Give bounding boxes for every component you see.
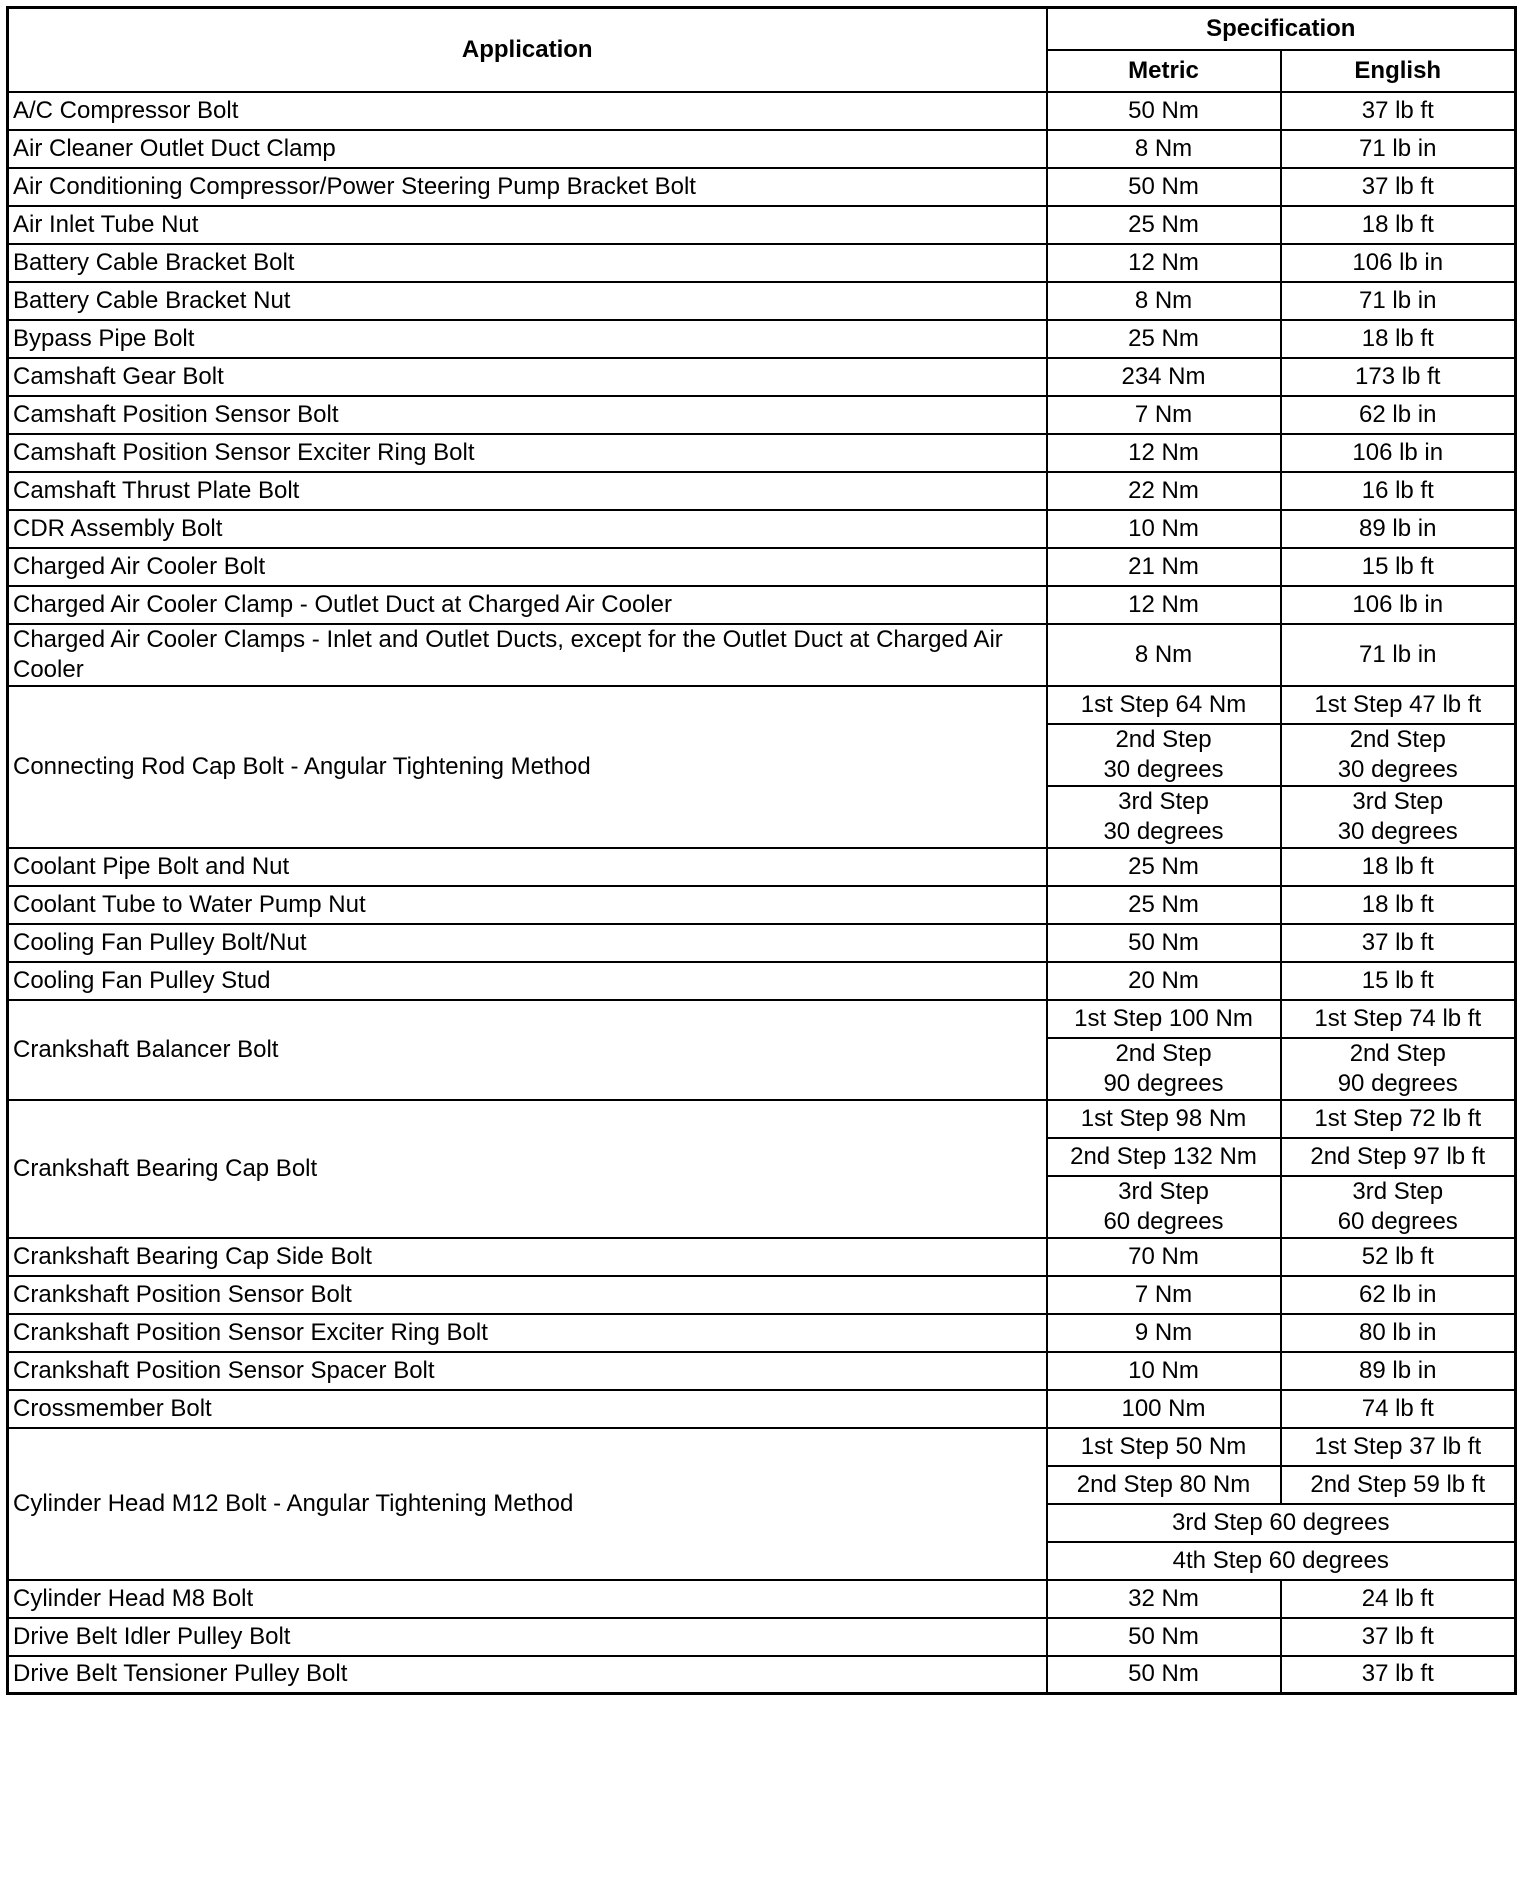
table-row — [8, 624, 1516, 686]
english-cell: 71 lb in — [1281, 130, 1516, 168]
table-row — [8, 548, 1516, 586]
metric-cell: 25 Nm — [1047, 320, 1281, 358]
table-row — [8, 206, 1516, 244]
english-cell: 16 lb ft — [1281, 472, 1516, 510]
table-row — [8, 886, 1516, 924]
metric-cell: 12 Nm — [1047, 434, 1281, 472]
english-cell: 15 lb ft — [1281, 962, 1516, 1000]
metric-cell: 50 Nm — [1047, 924, 1281, 962]
english-cell: 2nd Step 90 degrees — [1281, 1038, 1516, 1100]
english-cell: 24 lb ft — [1281, 1580, 1516, 1618]
table-row — [8, 1618, 1516, 1656]
english-cell: 173 lb ft — [1281, 358, 1516, 396]
english-cell: 80 lb in — [1281, 1314, 1516, 1352]
metric-cell: 1st Step 100 Nm — [1047, 1000, 1281, 1038]
metric-cell: 8 Nm — [1047, 282, 1281, 320]
english-cell: 106 lb in — [1281, 434, 1516, 472]
table-row — [8, 1580, 1516, 1618]
application-cell: Cylinder Head M12 Bolt - Angular Tightening Method — [8, 1428, 1047, 1580]
metric-cell: 22 Nm — [1047, 472, 1281, 510]
application-cell: CDR Assembly Bolt — [8, 510, 1047, 548]
application-cell: Camshaft Position Sensor Bolt — [8, 396, 1047, 434]
specification-header: Specification — [1047, 8, 1516, 50]
application-cell: Crankshaft Position Sensor Exciter Ring Bolt — [8, 1314, 1047, 1352]
application-header: Application — [8, 8, 1047, 92]
application-cell: Charged Air Cooler Clamps - Inlet and Outlet Ducts, except for the Outlet Duct at Charged Air Cooler — [8, 624, 1047, 686]
metric-cell: 32 Nm — [1047, 1580, 1281, 1618]
application-cell: Charged Air Cooler Clamp - Outlet Duct at Charged Air Cooler — [8, 586, 1047, 624]
application-cell: Cylinder Head M8 Bolt — [8, 1580, 1047, 1618]
table-row — [8, 434, 1516, 472]
english-cell: 62 lb in — [1281, 396, 1516, 434]
english-cell: 2nd Step 97 lb ft — [1281, 1138, 1516, 1176]
metric-header: Metric — [1047, 50, 1281, 92]
table-row — [8, 1390, 1516, 1428]
table-row — [8, 130, 1516, 168]
application-cell: Crossmember Bolt — [8, 1390, 1047, 1428]
application-cell: Cooling Fan Pulley Stud — [8, 962, 1047, 1000]
application-cell: Camshaft Position Sensor Exciter Ring Bolt — [8, 434, 1047, 472]
metric-cell: 1st Step 50 Nm — [1047, 1428, 1281, 1466]
metric-cell: 2nd Step 90 degrees — [1047, 1038, 1281, 1100]
application-cell: Camshaft Thrust Plate Bolt — [8, 472, 1047, 510]
table-row — [8, 924, 1516, 962]
english-cell: 37 lb ft — [1281, 924, 1516, 962]
table-row — [8, 1428, 1516, 1466]
english-cell: 71 lb in — [1281, 624, 1516, 686]
table-row — [8, 848, 1516, 886]
english-cell: 3rd Step 60 degrees — [1281, 1176, 1516, 1238]
application-cell: Air Conditioning Compressor/Power Steering Pump Bracket Bolt — [8, 168, 1047, 206]
table-row — [8, 962, 1516, 1000]
application-cell: Bypass Pipe Bolt — [8, 320, 1047, 358]
english-cell: 18 lb ft — [1281, 848, 1516, 886]
metric-cell: 2nd Step 132 Nm — [1047, 1138, 1281, 1176]
english-cell: 18 lb ft — [1281, 206, 1516, 244]
english-cell: 18 lb ft — [1281, 886, 1516, 924]
english-cell: 89 lb in — [1281, 1352, 1516, 1390]
metric-cell: 50 Nm — [1047, 92, 1281, 130]
english-cell: 71 lb in — [1281, 282, 1516, 320]
combined-spec-cell: 3rd Step 60 degrees — [1047, 1504, 1516, 1542]
table-row — [8, 510, 1516, 548]
table-row — [8, 168, 1516, 206]
table-row — [8, 1656, 1516, 1694]
application-cell: Air Inlet Tube Nut — [8, 206, 1047, 244]
metric-cell: 50 Nm — [1047, 1618, 1281, 1656]
metric-cell: 50 Nm — [1047, 168, 1281, 206]
metric-cell: 1st Step 98 Nm — [1047, 1100, 1281, 1138]
table-row — [8, 92, 1516, 130]
english-cell: 1st Step 72 lb ft — [1281, 1100, 1516, 1138]
application-cell: Crankshaft Position Sensor Bolt — [8, 1276, 1047, 1314]
english-cell: 37 lb ft — [1281, 168, 1516, 206]
application-cell: Crankshaft Balancer Bolt — [8, 1000, 1047, 1100]
application-cell: Battery Cable Bracket Nut — [8, 282, 1047, 320]
application-cell: Crankshaft Position Sensor Spacer Bolt — [8, 1352, 1047, 1390]
english-cell: 2nd Step 30 degrees — [1281, 724, 1516, 786]
metric-cell: 25 Nm — [1047, 206, 1281, 244]
application-cell: Crankshaft Bearing Cap Bolt — [8, 1100, 1047, 1238]
english-cell: 3rd Step 30 degrees — [1281, 786, 1516, 848]
english-cell: 52 lb ft — [1281, 1238, 1516, 1276]
metric-cell: 234 Nm — [1047, 358, 1281, 396]
torque-specification-table — [6, 6, 1517, 1695]
metric-cell: 12 Nm — [1047, 586, 1281, 624]
metric-cell: 2nd Step 30 degrees — [1047, 724, 1281, 786]
metric-cell: 50 Nm — [1047, 1656, 1281, 1694]
application-cell: Crankshaft Bearing Cap Side Bolt — [8, 1238, 1047, 1276]
application-cell: Coolant Pipe Bolt and Nut — [8, 848, 1047, 886]
application-cell: A/C Compressor Bolt — [8, 92, 1047, 130]
english-header: English — [1281, 50, 1516, 92]
english-cell: 74 lb ft — [1281, 1390, 1516, 1428]
english-cell: 89 lb in — [1281, 510, 1516, 548]
english-cell: 15 lb ft — [1281, 548, 1516, 586]
english-cell: 106 lb in — [1281, 586, 1516, 624]
metric-cell: 10 Nm — [1047, 1352, 1281, 1390]
metric-cell: 8 Nm — [1047, 624, 1281, 686]
application-cell: Cooling Fan Pulley Bolt/Nut — [8, 924, 1047, 962]
metric-cell: 25 Nm — [1047, 848, 1281, 886]
metric-cell: 1st Step 64 Nm — [1047, 686, 1281, 724]
english-cell: 37 lb ft — [1281, 92, 1516, 130]
application-cell: Camshaft Gear Bolt — [8, 358, 1047, 396]
metric-cell: 100 Nm — [1047, 1390, 1281, 1428]
application-cell: Air Cleaner Outlet Duct Clamp — [8, 130, 1047, 168]
table-row — [8, 358, 1516, 396]
application-cell: Drive Belt Idler Pulley Bolt — [8, 1618, 1047, 1656]
table-row — [8, 1276, 1516, 1314]
table-row — [8, 586, 1516, 624]
application-cell: Drive Belt Tensioner Pulley Bolt — [8, 1656, 1047, 1694]
english-cell: 1st Step 37 lb ft — [1281, 1428, 1516, 1466]
table-row — [8, 1000, 1516, 1038]
metric-cell: 2nd Step 80 Nm — [1047, 1466, 1281, 1504]
table-row — [8, 244, 1516, 282]
combined-spec-cell: 4th Step 60 degrees — [1047, 1542, 1516, 1580]
english-cell: 1st Step 74 lb ft — [1281, 1000, 1516, 1038]
table-row — [8, 472, 1516, 510]
english-cell: 37 lb ft — [1281, 1618, 1516, 1656]
metric-cell: 3rd Step 60 degrees — [1047, 1176, 1281, 1238]
table-body — [8, 92, 1516, 1694]
metric-cell: 3rd Step 30 degrees — [1047, 786, 1281, 848]
english-cell: 1st Step 47 lb ft — [1281, 686, 1516, 724]
table-row — [8, 1100, 1516, 1138]
metric-cell: 10 Nm — [1047, 510, 1281, 548]
table-row — [8, 686, 1516, 724]
metric-cell: 20 Nm — [1047, 962, 1281, 1000]
application-cell: Charged Air Cooler Bolt — [8, 548, 1047, 586]
table-row — [8, 1314, 1516, 1352]
table-row — [8, 1238, 1516, 1276]
metric-cell: 12 Nm — [1047, 244, 1281, 282]
table-row — [8, 320, 1516, 358]
table-row — [8, 282, 1516, 320]
metric-cell: 7 Nm — [1047, 1276, 1281, 1314]
metric-cell: 25 Nm — [1047, 886, 1281, 924]
english-cell: 62 lb in — [1281, 1276, 1516, 1314]
english-cell: 37 lb ft — [1281, 1656, 1516, 1694]
metric-cell: 7 Nm — [1047, 396, 1281, 434]
metric-cell: 70 Nm — [1047, 1238, 1281, 1276]
english-cell: 106 lb in — [1281, 244, 1516, 282]
metric-cell: 9 Nm — [1047, 1314, 1281, 1352]
metric-cell: 8 Nm — [1047, 130, 1281, 168]
application-cell: Battery Cable Bracket Bolt — [8, 244, 1047, 282]
metric-cell: 21 Nm — [1047, 548, 1281, 586]
table-row — [8, 1352, 1516, 1390]
english-cell: 2nd Step 59 lb ft — [1281, 1466, 1516, 1504]
application-cell: Connecting Rod Cap Bolt - Angular Tightening Method — [8, 686, 1047, 848]
table-row — [8, 396, 1516, 434]
english-cell: 18 lb ft — [1281, 320, 1516, 358]
application-cell: Coolant Tube to Water Pump Nut — [8, 886, 1047, 924]
